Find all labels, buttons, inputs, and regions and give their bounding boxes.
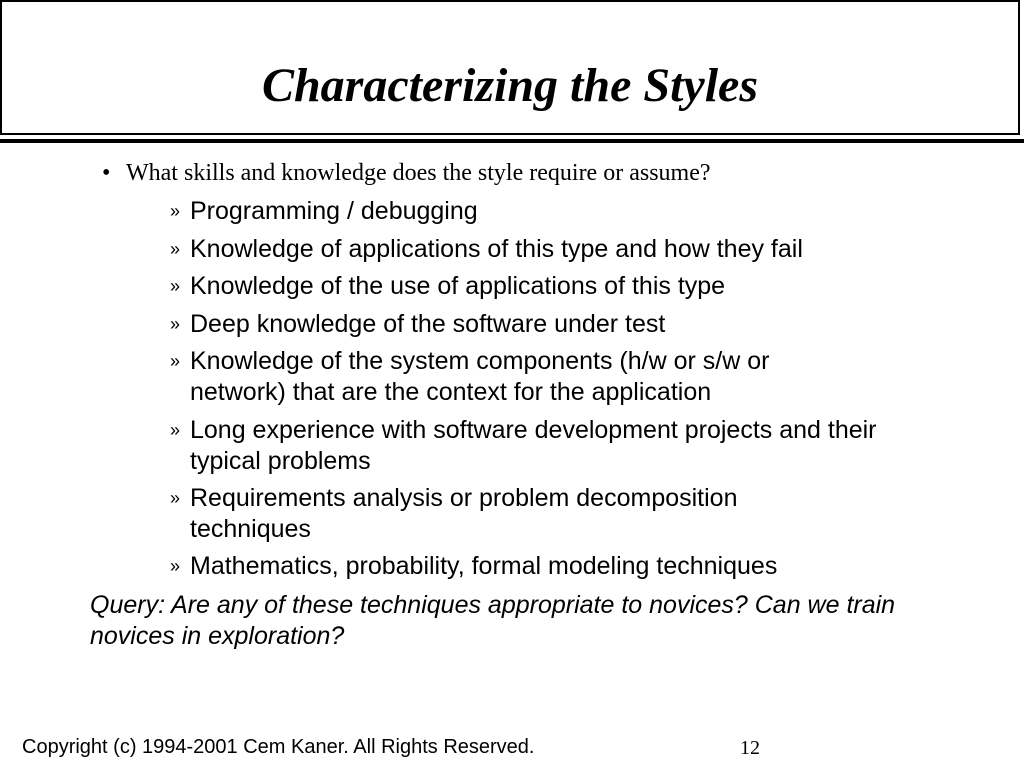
query-text: Query: Are any of these techniques appropriate to novices? Can we train novices in exploration? [90, 591, 896, 650]
title-underline [0, 139, 1024, 143]
main-bullet-text: What skills and knowledge does the style require or assume? [126, 160, 711, 186]
sub-marker-icon: » [170, 556, 181, 576]
sub-item [170, 234, 930, 265]
sub-item-text: Knowledge of the system components (h/w or s/w or network) that are the context for the application [190, 347, 770, 406]
title-box [0, 0, 1020, 135]
sub-marker-icon: » [170, 314, 181, 334]
sub-marker-icon: » [170, 201, 181, 221]
sub-item [170, 483, 840, 545]
sub-marker-icon: » [170, 351, 181, 371]
sub-item-text: Knowledge of the use of applications of this type [190, 272, 726, 300]
sub-item-text: Deep knowledge of the software under test [190, 310, 666, 338]
page-number: 12 [740, 737, 760, 759]
sub-marker-icon: » [170, 239, 181, 259]
sub-item [170, 196, 930, 227]
bullet-dot-icon: • [102, 160, 111, 186]
sub-item-text: Knowledge of applications of this type and how they fail [190, 235, 803, 263]
sub-item-text: Programming / debugging [190, 197, 478, 225]
slide-title: Characterizing the Styles [261, 59, 759, 112]
sub-marker-icon: » [170, 276, 181, 296]
sub-item [170, 346, 870, 408]
sub-marker-icon: » [170, 420, 181, 440]
sub-item-text: Requirements analysis or problem decomposition techniques [190, 484, 738, 543]
sub-item-text: Long experience with software development projects and their typical problems [190, 416, 877, 475]
sub-item [170, 415, 930, 477]
sub-item [170, 271, 930, 302]
footer-copyright: Copyright (c) 1994-2001 Cem Kaner. All Rights Reserved. [22, 736, 535, 758]
sub-item [170, 309, 930, 340]
sub-item [170, 551, 930, 582]
sub-marker-icon: » [170, 488, 181, 508]
sub-item-text: Mathematics, probability, formal modeling techniques [190, 552, 778, 580]
